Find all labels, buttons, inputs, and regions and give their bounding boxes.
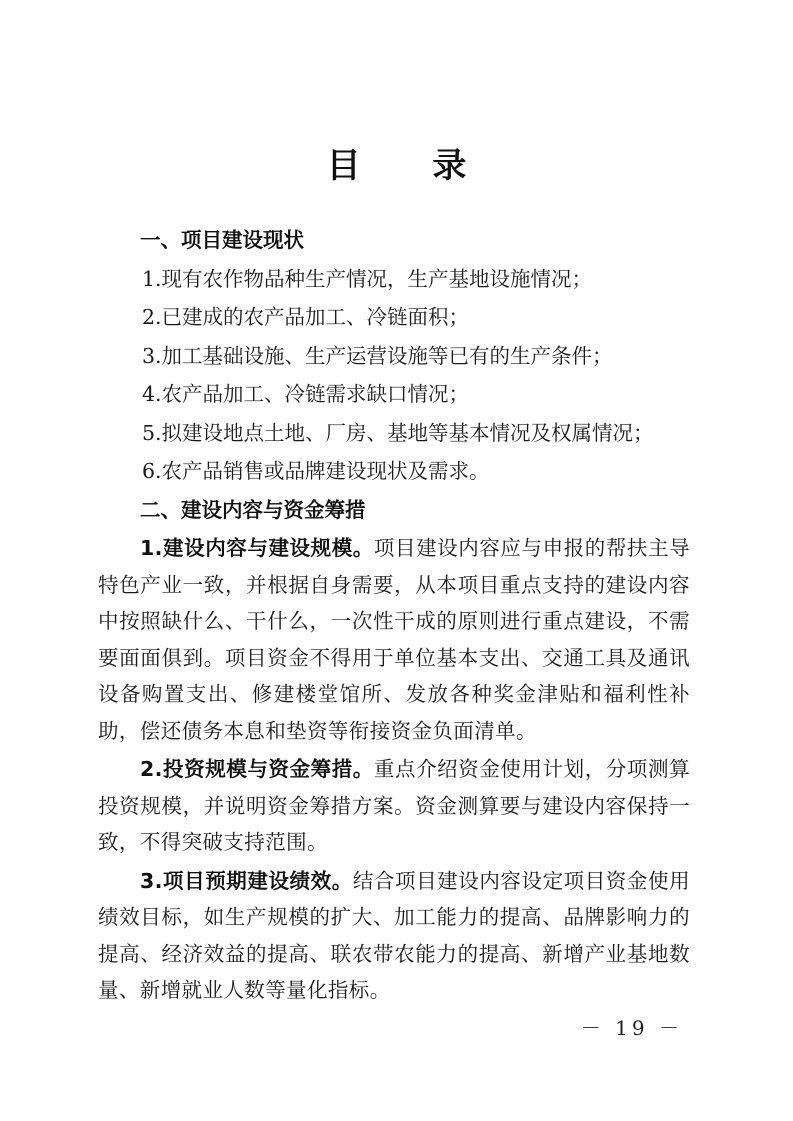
section-heading-content-funding: 二、建设内容与资金筹措 [140, 497, 366, 522]
list-item: 3.加工基础设施、生产运营设施等已有的生产条件； [142, 343, 613, 368]
paragraph-lead: 1.建设内容与建设规模。 [140, 536, 374, 560]
section-heading-status: 一、项目建设现状 [140, 228, 304, 252]
paragraph-text: 重点介绍资金使用计划，分项测算投资规模，并说明资金筹措方案。资金测算要与建设内容保持一致，不得突破支持范围。 [98, 757, 691, 854]
page-number: － 19 － [580, 1016, 683, 1040]
list-item: 5.拟建设地点土地、厂房、基地等基本情况及权属情况； [142, 420, 654, 445]
paragraph-expected-performance [98, 863, 690, 1009]
paragraph-text: 结合项目建设内容设定项目资金使用绩效目标，如生产规模的扩大、加工能力的提高、品牌影响力的提高、经济效益的提高、联农带农能力的提高、新增产业基地数量、新增就业人数等量化指标。 [98, 868, 690, 1002]
paragraph-text: 项目建设内容应与申报的帮扶主导特色产业一致，并根据自身需要，从本项目重点支持的建设内容中按照缺什么、干什么，一次性干成的原则进行重点建设，不需要面面俱到。项目资金不得用于单位基本支出、交通工具及通讯设备购置支出、修建楼堂馆所、发放各种奖金津贴和福利性补助，偿还债务本息和垫资等衔接资金负面清单。 [98, 536, 691, 743]
list-item: 2.已建成的农产品加工、冷链面积； [142, 305, 470, 329]
paragraph-lead: 2.投资规模与资金筹措。 [140, 757, 374, 781]
document-body [98, 222, 690, 1011]
page-title: 目 录 [326, 146, 497, 186]
paragraph-investment-funding [98, 751, 690, 861]
paragraph-construction-content [98, 530, 690, 749]
list-item: 1.现有农作物品种生产情况，生产基地设施情况； [142, 266, 593, 291]
list-item: 4.农产品加工、冷链需求缺口情况； [142, 382, 470, 406]
paragraph-lead: 3.项目预期建设绩效。 [140, 868, 353, 893]
list-item: 6.农产品销售或品牌建设现状及需求。 [142, 459, 490, 483]
